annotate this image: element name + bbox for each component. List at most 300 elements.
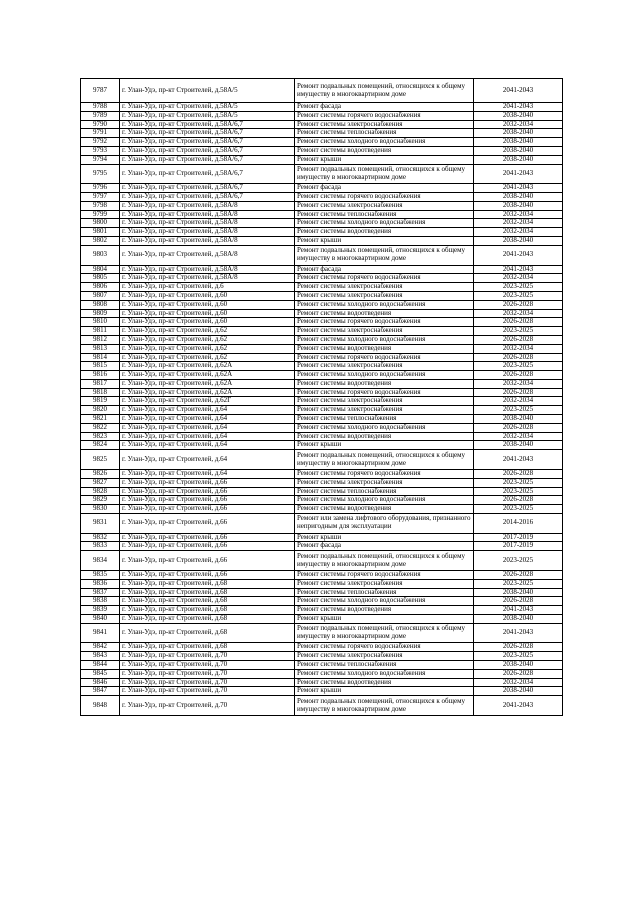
period-cell: 2026-2028 bbox=[474, 469, 563, 478]
row-number: 9818 bbox=[81, 388, 120, 397]
work-type-cell: Ремонт крыши bbox=[295, 533, 474, 542]
address-cell: г. Улан-Удэ, пр-кт Строителей, д.70 bbox=[120, 669, 295, 678]
table-row bbox=[81, 371, 563, 380]
row-number: 9788 bbox=[81, 103, 120, 112]
row-number: 9797 bbox=[81, 193, 120, 202]
table-row bbox=[81, 606, 563, 615]
address-cell: г. Улан-Удэ, пр-кт Строителей, д.58А/6,7 bbox=[120, 164, 295, 184]
address-cell: г. Улан-Удэ, пр-кт Строителей, д.60 bbox=[120, 318, 295, 327]
row-number: 9829 bbox=[81, 496, 120, 505]
work-type-cell: Ремонт системы водоотведения bbox=[295, 606, 474, 615]
work-type-cell: Ремонт крыши bbox=[295, 237, 474, 246]
table-row bbox=[81, 533, 563, 542]
period-cell: 2038-2040 bbox=[474, 415, 563, 424]
row-number: 9827 bbox=[81, 478, 120, 487]
work-type-cell: Ремонт системы холодного водоснабжения bbox=[295, 371, 474, 380]
address-cell: г. Улан-Удэ, пр-кт Строителей, д.70 bbox=[120, 696, 295, 716]
address-cell: г. Улан-Удэ, пр-кт Строителей, д.68 bbox=[120, 597, 295, 606]
table-row bbox=[81, 432, 563, 441]
work-type-cell: Ремонт фасада bbox=[295, 265, 474, 274]
period-cell: 2041-2043 bbox=[474, 164, 563, 184]
work-type-cell: Ремонт системы водоотведения bbox=[295, 505, 474, 514]
period-cell: 2041-2043 bbox=[474, 79, 563, 103]
period-cell: 2032-2034 bbox=[474, 210, 563, 219]
work-type-cell: Ремонт подвальных помещений, относящихся к общему имуществу в многоквартирном доме bbox=[295, 450, 474, 470]
table-row bbox=[81, 274, 563, 283]
work-type-cell: Ремонт системы электроснабжения bbox=[295, 291, 474, 300]
work-type-cell: Ремонт или замена лифтового оборудования, признанного непригодным для эксплуатации bbox=[295, 513, 474, 533]
table-row bbox=[81, 450, 563, 470]
row-number: 9809 bbox=[81, 309, 120, 318]
row-number: 9839 bbox=[81, 606, 120, 615]
work-type-cell: Ремонт системы водоотведения bbox=[295, 344, 474, 353]
period-cell: 2023-2025 bbox=[474, 478, 563, 487]
table-row bbox=[81, 300, 563, 309]
address-cell: г. Улан-Удэ, пр-кт Строителей, д.58А/6,7 bbox=[120, 138, 295, 147]
period-cell: 2023-2025 bbox=[474, 487, 563, 496]
work-type-cell: Ремонт системы холодного водоснабжения bbox=[295, 138, 474, 147]
period-cell: 2038-2040 bbox=[474, 111, 563, 120]
address-cell: г. Улан-Удэ, пр-кт Строителей, д.66 bbox=[120, 551, 295, 571]
work-type-cell: Ремонт системы водоотведения bbox=[295, 432, 474, 441]
work-type-cell: Ремонт подвальных помещений, относящихся к общему имуществу в многоквартирном доме bbox=[295, 551, 474, 571]
work-type-cell: Ремонт системы электроснабжения bbox=[295, 478, 474, 487]
work-type-cell: Ремонт системы теплоснабжения bbox=[295, 415, 474, 424]
period-cell: 2032-2034 bbox=[474, 397, 563, 406]
address-cell: г. Улан-Удэ, пр-кт Строителей, д.66 bbox=[120, 533, 295, 542]
row-number: 9810 bbox=[81, 318, 120, 327]
address-cell: г. Улан-Удэ, пр-кт Строителей, д.62 bbox=[120, 344, 295, 353]
table-row bbox=[81, 397, 563, 406]
period-cell: 2038-2040 bbox=[474, 441, 563, 450]
row-number: 9832 bbox=[81, 533, 120, 542]
address-cell: г. Улан-Удэ, пр-кт Строителей, д.58А/5 bbox=[120, 111, 295, 120]
address-cell: г. Улан-Удэ, пр-кт Строителей, д.68 bbox=[120, 614, 295, 623]
work-type-cell: Ремонт системы электроснабжения bbox=[295, 327, 474, 336]
address-cell: г. Улан-Удэ, пр-кт Строителей, д.58А/6,7 bbox=[120, 120, 295, 129]
work-type-cell: Ремонт подвальных помещений, относящихся к общему имуществу в многоквартирном доме bbox=[295, 623, 474, 643]
period-cell: 2038-2040 bbox=[474, 660, 563, 669]
table-row bbox=[81, 103, 563, 112]
address-cell: г. Улан-Удэ, пр-кт Строителей, д.60 bbox=[120, 309, 295, 318]
address-cell: г. Улан-Удэ, пр-кт Строителей, д.58А/8 bbox=[120, 210, 295, 219]
period-cell: 2038-2040 bbox=[474, 201, 563, 210]
row-number: 9825 bbox=[81, 450, 120, 470]
period-cell: 2017-2019 bbox=[474, 533, 563, 542]
period-cell: 2023-2025 bbox=[474, 327, 563, 336]
table-row bbox=[81, 335, 563, 344]
work-type-cell: Ремонт системы электроснабжения bbox=[295, 201, 474, 210]
table-row bbox=[81, 614, 563, 623]
work-type-cell: Ремонт фасада bbox=[295, 542, 474, 551]
period-cell: 2038-2040 bbox=[474, 237, 563, 246]
table-row bbox=[81, 570, 563, 579]
address-cell: г. Улан-Удэ, пр-кт Строителей, д.68 bbox=[120, 643, 295, 652]
row-number: 9817 bbox=[81, 379, 120, 388]
work-type-cell: Ремонт системы холодного водоснабжения bbox=[295, 423, 474, 432]
row-number: 9793 bbox=[81, 146, 120, 155]
row-number: 9800 bbox=[81, 219, 120, 228]
address-cell: г. Улан-Удэ, пр-кт Строителей, д.62 bbox=[120, 353, 295, 362]
table-row bbox=[81, 138, 563, 147]
table-row bbox=[81, 291, 563, 300]
work-type-cell: Ремонт системы водоотведения bbox=[295, 379, 474, 388]
work-type-cell: Ремонт системы теплоснабжения bbox=[295, 129, 474, 138]
row-number: 9837 bbox=[81, 588, 120, 597]
period-cell: 2023-2025 bbox=[474, 291, 563, 300]
row-number: 9805 bbox=[81, 274, 120, 283]
row-number: 9822 bbox=[81, 423, 120, 432]
address-cell: г. Улан-Удэ, пр-кт Строителей, д.58А/6,7 bbox=[120, 184, 295, 193]
row-number: 9815 bbox=[81, 362, 120, 371]
table-row bbox=[81, 79, 563, 103]
table-row bbox=[81, 164, 563, 184]
table-row bbox=[81, 623, 563, 643]
period-cell: 2032-2034 bbox=[474, 432, 563, 441]
work-type-cell: Ремонт системы горячего водоснабжения bbox=[295, 469, 474, 478]
address-cell: г. Улан-Удэ, пр-кт Строителей, д.58А/8 bbox=[120, 245, 295, 265]
period-cell: 2041-2043 bbox=[474, 450, 563, 470]
row-number: 9795 bbox=[81, 164, 120, 184]
table-row bbox=[81, 415, 563, 424]
row-number: 9842 bbox=[81, 643, 120, 652]
table-row bbox=[81, 687, 563, 696]
row-number: 9834 bbox=[81, 551, 120, 571]
work-type-cell: Ремонт фасада bbox=[295, 184, 474, 193]
table-row bbox=[81, 696, 563, 716]
row-number: 9807 bbox=[81, 291, 120, 300]
row-number: 9835 bbox=[81, 570, 120, 579]
period-cell: 2038-2040 bbox=[474, 129, 563, 138]
work-type-cell: Ремонт системы электроснабжения bbox=[295, 397, 474, 406]
table-row bbox=[81, 193, 563, 202]
table-row bbox=[81, 551, 563, 571]
address-cell: г. Улан-Удэ, пр-кт Строителей, д.66 bbox=[120, 542, 295, 551]
work-type-cell: Ремонт подвальных помещений, относящихся к общему имуществу в многоквартирном доме bbox=[295, 79, 474, 103]
table-row bbox=[81, 155, 563, 164]
address-cell: г. Улан-Удэ, пр-кт Строителей, д.60 bbox=[120, 291, 295, 300]
address-cell: г. Улан-Удэ, пр-кт Строителей, д.70 bbox=[120, 660, 295, 669]
address-cell: г. Улан-Удэ, пр-кт Строителей, д.58А/8 bbox=[120, 228, 295, 237]
repair-schedule-table bbox=[80, 78, 563, 716]
work-type-cell: Ремонт системы горячего водоснабжения bbox=[295, 643, 474, 652]
row-number: 9847 bbox=[81, 687, 120, 696]
period-cell: 2032-2034 bbox=[474, 344, 563, 353]
row-number: 9811 bbox=[81, 327, 120, 336]
row-number: 9841 bbox=[81, 623, 120, 643]
row-number: 9802 bbox=[81, 237, 120, 246]
table-row bbox=[81, 318, 563, 327]
address-cell: г. Улан-Удэ, пр-кт Строителей, д.58А/5 bbox=[120, 103, 295, 112]
address-cell: г. Улан-Удэ, пр-кт Строителей, д.58А/8 bbox=[120, 201, 295, 210]
address-cell: г. Улан-Удэ, пр-кт Строителей, д.58А/6,7 bbox=[120, 129, 295, 138]
table-row bbox=[81, 542, 563, 551]
period-cell: 2026-2028 bbox=[474, 388, 563, 397]
work-type-cell: Ремонт крыши bbox=[295, 441, 474, 450]
address-cell: г. Улан-Удэ, пр-кт Строителей, д.62А bbox=[120, 388, 295, 397]
period-cell: 2038-2040 bbox=[474, 614, 563, 623]
work-type-cell: Ремонт системы электроснабжения bbox=[295, 120, 474, 129]
table-row bbox=[81, 505, 563, 514]
table-row bbox=[81, 669, 563, 678]
row-number: 9813 bbox=[81, 344, 120, 353]
address-cell: г. Улан-Удэ, пр-кт Строителей, д.66 bbox=[120, 496, 295, 505]
table-row bbox=[81, 219, 563, 228]
table-row bbox=[81, 660, 563, 669]
period-cell: 2026-2028 bbox=[474, 318, 563, 327]
period-cell: 2041-2043 bbox=[474, 265, 563, 274]
table-body bbox=[81, 79, 563, 716]
table-row bbox=[81, 678, 563, 687]
table-row bbox=[81, 652, 563, 661]
period-cell: 2026-2028 bbox=[474, 353, 563, 362]
row-number: 9806 bbox=[81, 283, 120, 292]
work-type-cell: Ремонт системы электроснабжения bbox=[295, 283, 474, 292]
row-number: 9816 bbox=[81, 371, 120, 380]
period-cell: 2026-2028 bbox=[474, 669, 563, 678]
row-number: 9798 bbox=[81, 201, 120, 210]
row-number: 9789 bbox=[81, 111, 120, 120]
address-cell: г. Улан-Удэ, пр-кт Строителей, д.58А/6,7 bbox=[120, 146, 295, 155]
period-cell: 2026-2028 bbox=[474, 597, 563, 606]
row-number: 9845 bbox=[81, 669, 120, 678]
work-type-cell: Ремонт системы водоотведения bbox=[295, 309, 474, 318]
work-type-cell: Ремонт крыши bbox=[295, 687, 474, 696]
work-type-cell: Ремонт системы горячего водоснабжения bbox=[295, 193, 474, 202]
row-number: 9787 bbox=[81, 79, 120, 103]
period-cell: 2038-2040 bbox=[474, 588, 563, 597]
period-cell: 2026-2028 bbox=[474, 300, 563, 309]
document-page bbox=[80, 78, 562, 716]
address-cell: г. Улан-Удэ, пр-кт Строителей, д.64 bbox=[120, 432, 295, 441]
address-cell: г. Улан-Удэ, пр-кт Строителей, д.70 bbox=[120, 678, 295, 687]
row-number: 9831 bbox=[81, 513, 120, 533]
period-cell: 2032-2034 bbox=[474, 309, 563, 318]
table-row bbox=[81, 597, 563, 606]
table-row bbox=[81, 245, 563, 265]
period-cell: 2032-2034 bbox=[474, 379, 563, 388]
row-number: 9843 bbox=[81, 652, 120, 661]
work-type-cell: Ремонт крыши bbox=[295, 155, 474, 164]
table-row bbox=[81, 487, 563, 496]
address-cell: г. Улан-Удэ, пр-кт Строителей, д.58А/6,7 bbox=[120, 155, 295, 164]
address-cell: г. Улан-Удэ, пр-кт Строителей, д.62А bbox=[120, 362, 295, 371]
row-number: 9814 bbox=[81, 353, 120, 362]
work-type-cell: Ремонт системы горячего водоснабжения bbox=[295, 111, 474, 120]
period-cell: 2038-2040 bbox=[474, 138, 563, 147]
row-number: 9799 bbox=[81, 210, 120, 219]
address-cell: г. Улан-Удэ, пр-кт Строителей, д.64 bbox=[120, 450, 295, 470]
table-row bbox=[81, 210, 563, 219]
address-cell: г. Улан-Удэ, пр-кт Строителей, д.66 bbox=[120, 478, 295, 487]
period-cell: 2041-2043 bbox=[474, 245, 563, 265]
work-type-cell: Ремонт фасада bbox=[295, 103, 474, 112]
row-number: 9812 bbox=[81, 335, 120, 344]
address-cell: г. Улан-Удэ, пр-кт Строителей, д.70 bbox=[120, 652, 295, 661]
table-row bbox=[81, 237, 563, 246]
row-number: 9804 bbox=[81, 265, 120, 274]
work-type-cell: Ремонт системы водоотведения bbox=[295, 228, 474, 237]
row-number: 9819 bbox=[81, 397, 120, 406]
period-cell: 2026-2028 bbox=[474, 335, 563, 344]
row-number: 9848 bbox=[81, 696, 120, 716]
address-cell: г. Улан-Удэ, пр-кт Строителей, д.70 bbox=[120, 687, 295, 696]
period-cell: 2032-2034 bbox=[474, 228, 563, 237]
period-cell: 2026-2028 bbox=[474, 423, 563, 432]
period-cell: 2032-2034 bbox=[474, 274, 563, 283]
row-number: 9840 bbox=[81, 614, 120, 623]
address-cell: г. Улан-Удэ, пр-кт Строителей, д.62 bbox=[120, 327, 295, 336]
row-number: 9821 bbox=[81, 415, 120, 424]
row-number: 9828 bbox=[81, 487, 120, 496]
work-type-cell: Ремонт системы горячего водоснабжения bbox=[295, 274, 474, 283]
address-cell: г. Улан-Удэ, пр-кт Строителей, д.64 bbox=[120, 469, 295, 478]
table-row bbox=[81, 146, 563, 155]
work-type-cell: Ремонт системы электроснабжения bbox=[295, 579, 474, 588]
period-cell: 2026-2028 bbox=[474, 570, 563, 579]
work-type-cell: Ремонт подвальных помещений, относящихся к общему имуществу в многоквартирном доме bbox=[295, 245, 474, 265]
work-type-cell: Ремонт системы теплоснабжения bbox=[295, 210, 474, 219]
work-type-cell: Ремонт системы горячего водоснабжения bbox=[295, 318, 474, 327]
table-row bbox=[81, 379, 563, 388]
table-row bbox=[81, 406, 563, 415]
period-cell: 2038-2040 bbox=[474, 193, 563, 202]
address-cell: г. Улан-Удэ, пр-кт Строителей, д.6 bbox=[120, 283, 295, 292]
work-type-cell: Ремонт системы электроснабжения bbox=[295, 406, 474, 415]
table-row bbox=[81, 283, 563, 292]
period-cell: 2023-2025 bbox=[474, 652, 563, 661]
work-type-cell: Ремонт крыши bbox=[295, 614, 474, 623]
work-type-cell: Ремонт системы горячего водоснабжения bbox=[295, 388, 474, 397]
period-cell: 2041-2043 bbox=[474, 606, 563, 615]
address-cell: г. Улан-Удэ, пр-кт Строителей, д.64 bbox=[120, 406, 295, 415]
period-cell: 2023-2025 bbox=[474, 362, 563, 371]
row-number: 9791 bbox=[81, 129, 120, 138]
address-cell: г. Улан-Удэ, пр-кт Строителей, д.62 bbox=[120, 335, 295, 344]
address-cell: г. Улан-Удэ, пр-кт Строителей, д.68 bbox=[120, 623, 295, 643]
table-row bbox=[81, 309, 563, 318]
period-cell: 2038-2040 bbox=[474, 155, 563, 164]
address-cell: г. Улан-Удэ, пр-кт Строителей, д.62Г bbox=[120, 397, 295, 406]
address-cell: г. Улан-Удэ, пр-кт Строителей, д.66 bbox=[120, 570, 295, 579]
table-row bbox=[81, 362, 563, 371]
row-number: 9826 bbox=[81, 469, 120, 478]
period-cell: 2026-2028 bbox=[474, 643, 563, 652]
work-type-cell: Ремонт системы водоотведения bbox=[295, 678, 474, 687]
table-row bbox=[81, 353, 563, 362]
table-row bbox=[81, 265, 563, 274]
period-cell: 2026-2028 bbox=[474, 371, 563, 380]
table-row bbox=[81, 327, 563, 336]
address-cell: г. Улан-Удэ, пр-кт Строителей, д.68 bbox=[120, 588, 295, 597]
work-type-cell: Ремонт системы холодного водоснабжения bbox=[295, 219, 474, 228]
period-cell: 2014-2016 bbox=[474, 513, 563, 533]
table-row bbox=[81, 478, 563, 487]
work-type-cell: Ремонт системы холодного водоснабжения bbox=[295, 496, 474, 505]
row-number: 9803 bbox=[81, 245, 120, 265]
address-cell: г. Улан-Удэ, пр-кт Строителей, д.58А/5 bbox=[120, 79, 295, 103]
address-cell: г. Улан-Удэ, пр-кт Строителей, д.58А/8 bbox=[120, 274, 295, 283]
table-row bbox=[81, 579, 563, 588]
row-number: 9833 bbox=[81, 542, 120, 551]
work-type-cell: Ремонт системы горячего водоснабжения bbox=[295, 570, 474, 579]
work-type-cell: Ремонт подвальных помещений, относящихся к общему имуществу в многоквартирном доме bbox=[295, 696, 474, 716]
period-cell: 2023-2025 bbox=[474, 283, 563, 292]
work-type-cell: Ремонт системы холодного водоснабжения bbox=[295, 335, 474, 344]
address-cell: г. Улан-Удэ, пр-кт Строителей, д.68 bbox=[120, 606, 295, 615]
work-type-cell: Ремонт системы теплоснабжения bbox=[295, 487, 474, 496]
address-cell: г. Улан-Удэ, пр-кт Строителей, д.64 bbox=[120, 441, 295, 450]
work-type-cell: Ремонт системы электроснабжения bbox=[295, 362, 474, 371]
address-cell: г. Улан-Удэ, пр-кт Строителей, д.58А/8 bbox=[120, 237, 295, 246]
address-cell: г. Улан-Удэ, пр-кт Строителей, д.58А/8 bbox=[120, 265, 295, 274]
row-number: 9823 bbox=[81, 432, 120, 441]
work-type-cell: Ремонт системы холодного водоснабжения bbox=[295, 597, 474, 606]
period-cell: 2026-2028 bbox=[474, 496, 563, 505]
row-number: 9836 bbox=[81, 579, 120, 588]
address-cell: г. Улан-Удэ, пр-кт Строителей, д.66 bbox=[120, 487, 295, 496]
work-type-cell: Ремонт системы горячего водоснабжения bbox=[295, 353, 474, 362]
table-row bbox=[81, 344, 563, 353]
row-number: 9801 bbox=[81, 228, 120, 237]
row-number: 9844 bbox=[81, 660, 120, 669]
table-row bbox=[81, 513, 563, 533]
address-cell: г. Улан-Удэ, пр-кт Строителей, д.66 bbox=[120, 513, 295, 533]
address-cell: г. Улан-Удэ, пр-кт Строителей, д.62А bbox=[120, 379, 295, 388]
period-cell: 2041-2043 bbox=[474, 103, 563, 112]
address-cell: г. Улан-Удэ, пр-кт Строителей, д.60 bbox=[120, 300, 295, 309]
period-cell: 2023-2025 bbox=[474, 406, 563, 415]
period-cell: 2041-2043 bbox=[474, 696, 563, 716]
period-cell: 2038-2040 bbox=[474, 687, 563, 696]
address-cell: г. Улан-Удэ, пр-кт Строителей, д.58А/6,7 bbox=[120, 193, 295, 202]
work-type-cell: Ремонт системы водоотведения bbox=[295, 146, 474, 155]
table-row bbox=[81, 469, 563, 478]
row-number: 9824 bbox=[81, 441, 120, 450]
address-cell: г. Улан-Удэ, пр-кт Строителей, д.58А/8 bbox=[120, 219, 295, 228]
row-number: 9808 bbox=[81, 300, 120, 309]
table-row bbox=[81, 588, 563, 597]
table-row bbox=[81, 643, 563, 652]
work-type-cell: Ремонт системы электроснабжения bbox=[295, 652, 474, 661]
period-cell: 2032-2034 bbox=[474, 120, 563, 129]
row-number: 9794 bbox=[81, 155, 120, 164]
period-cell: 2032-2034 bbox=[474, 678, 563, 687]
period-cell: 2023-2025 bbox=[474, 579, 563, 588]
table-row bbox=[81, 228, 563, 237]
address-cell: г. Улан-Удэ, пр-кт Строителей, д.62А bbox=[120, 371, 295, 380]
table-row bbox=[81, 120, 563, 129]
address-cell: г. Улан-Удэ, пр-кт Строителей, д.64 bbox=[120, 415, 295, 424]
period-cell: 2041-2043 bbox=[474, 184, 563, 193]
period-cell: 2032-2034 bbox=[474, 219, 563, 228]
address-cell: г. Улан-Удэ, пр-кт Строителей, д.64 bbox=[120, 423, 295, 432]
period-cell: 2038-2040 bbox=[474, 146, 563, 155]
table-row bbox=[81, 496, 563, 505]
row-number: 9796 bbox=[81, 184, 120, 193]
row-number: 9838 bbox=[81, 597, 120, 606]
row-number: 9820 bbox=[81, 406, 120, 415]
period-cell: 2017-2019 bbox=[474, 542, 563, 551]
work-type-cell: Ремонт подвальных помещений, относящихся к общему имуществу в многоквартирном доме bbox=[295, 164, 474, 184]
address-cell: г. Улан-Удэ, пр-кт Строителей, д.68 bbox=[120, 579, 295, 588]
period-cell: 2023-2025 bbox=[474, 551, 563, 571]
address-cell: г. Улан-Удэ, пр-кт Строителей, д.66 bbox=[120, 505, 295, 514]
row-number: 9846 bbox=[81, 678, 120, 687]
table-row bbox=[81, 441, 563, 450]
work-type-cell: Ремонт системы теплоснабжения bbox=[295, 660, 474, 669]
work-type-cell: Ремонт системы холодного водоснабжения bbox=[295, 300, 474, 309]
